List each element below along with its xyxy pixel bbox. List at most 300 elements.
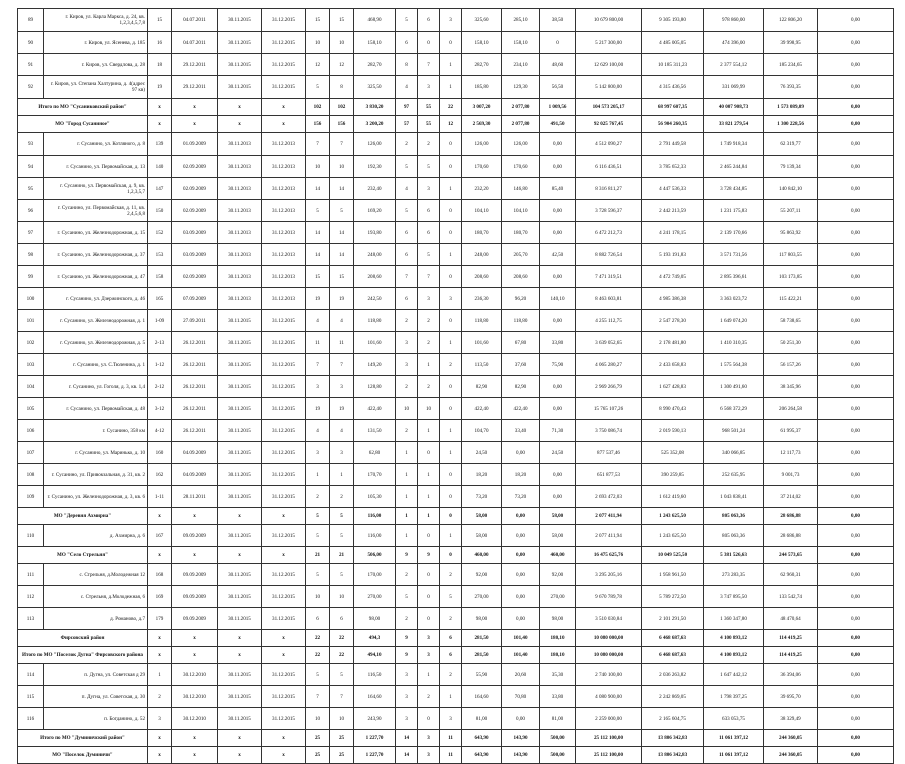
table-cell: 1 612 419,60: [642, 486, 704, 508]
table-cell: 104: [18, 376, 44, 398]
table-cell: 3 007,20: [462, 99, 502, 116]
table-cell: 2 740 100,00: [576, 664, 642, 686]
table-cell: 31.12.2015: [262, 586, 306, 608]
table-cell: 0,00: [540, 398, 576, 420]
table-cell: 24,50: [462, 442, 502, 464]
table-cell: 31.12.2015: [262, 686, 306, 708]
table-cell: 25: [306, 730, 330, 747]
table-cell: 4 447 536,33: [642, 178, 704, 200]
table-cell: 101,40: [502, 647, 540, 664]
table-cell: 6: [396, 244, 418, 266]
table-cell: 67,80: [502, 332, 540, 354]
table-cell: 115: [18, 686, 44, 708]
table-cell: 04.09.2009: [172, 442, 218, 464]
table-cell: 4 485 005,05: [642, 32, 704, 54]
table-cell: 422,40: [502, 398, 540, 420]
table-cell: 206 264,58: [764, 398, 818, 420]
table-cell: 31.12.2013: [262, 222, 306, 244]
table-cell: 12: [306, 54, 330, 76]
table-cell: 7: [418, 266, 440, 288]
table-cell: 2 259 000,00: [576, 708, 642, 730]
table-cell: 5: [330, 664, 354, 686]
table-cell: 11 061 397,12: [704, 730, 764, 747]
table-cell: 158,10: [462, 32, 502, 54]
table-cell: 30.11.2015: [218, 420, 262, 442]
table-cell: 2-13: [148, 332, 172, 354]
table-cell: 6: [396, 288, 418, 310]
table-cell: 19: [306, 288, 330, 310]
table-cell: 242,50: [354, 288, 396, 310]
table-cell: 0,00: [502, 708, 540, 730]
table-cell: 30.11.2013: [218, 222, 262, 244]
table-cell: 2: [396, 564, 418, 586]
table-cell: 0: [440, 464, 462, 486]
table-cell: 31.12.2015: [262, 464, 306, 486]
table-cell: 31.12.2015: [262, 564, 306, 586]
table-cell: x: [172, 730, 218, 747]
table-cell: 0: [418, 442, 440, 464]
table-cell: 0,00: [818, 244, 894, 266]
table-cell: 2: [418, 133, 440, 156]
table-cell: 325,50: [354, 76, 396, 99]
table-cell: 170,60: [462, 156, 502, 178]
table-cell: 33,80: [540, 686, 576, 708]
table-cell: 4 080 900,00: [576, 686, 642, 708]
table-cell: 1: [306, 464, 330, 486]
table-cell: 1: [396, 442, 418, 464]
table-cell: 0: [440, 200, 462, 222]
table-cell: 10: [330, 156, 354, 178]
table-cell: 55: [418, 99, 440, 116]
table-cell: 107: [18, 442, 44, 464]
subtotal-row: [18, 508, 894, 525]
table-cell: 180,10: [540, 630, 576, 647]
address-cell: г. Сусанино, ул. Железнодорожная, д. 47: [44, 266, 148, 288]
table-cell: 113,50: [462, 354, 502, 376]
table-cell: 7 471 319,51: [576, 266, 642, 288]
table-cell: 2: [306, 486, 330, 508]
table-cell: 208,60: [462, 266, 502, 288]
table-cell: 281,50: [462, 647, 502, 664]
table-cell: x: [172, 747, 218, 764]
table-cell: 5: [396, 200, 418, 222]
table-cell: 30.11.2013: [218, 200, 262, 222]
table-cell: 1 300 491,60: [704, 376, 764, 398]
table-row: [18, 664, 894, 686]
table-cell: 6 568 372,29: [704, 398, 764, 420]
table-cell: 38 329,49: [764, 708, 818, 730]
table-cell: 2 242 869,05: [642, 686, 704, 708]
table-cell: 0: [418, 608, 440, 630]
table-cell: 4: [306, 420, 330, 442]
table-cell: 30.11.2015: [218, 608, 262, 630]
table-cell: 494,10: [354, 647, 396, 664]
table-cell: 31.12.2013: [262, 288, 306, 310]
subtotal-row: [18, 647, 894, 664]
table-cell: 1: [440, 244, 462, 266]
table-row: [18, 420, 894, 442]
table-cell: 2: [418, 332, 440, 354]
table-cell: 71,30: [540, 420, 576, 442]
address-cell: г. Сусанино, ул. Первомайская, д. 13: [44, 156, 148, 178]
table-row: [18, 76, 894, 99]
table-cell: 331 069,99: [704, 76, 764, 99]
table-cell: 7: [306, 133, 330, 156]
table-cell: x: [218, 116, 262, 133]
table-cell: 3 639 052,65: [576, 332, 642, 354]
table-cell: 0,00: [818, 464, 894, 486]
table-cell: 2: [396, 310, 418, 332]
table-cell: 5: [418, 244, 440, 266]
table-cell: 1-12: [148, 354, 172, 376]
table-cell: x: [148, 99, 172, 116]
table-cell: 6: [440, 630, 462, 647]
table-cell: 97: [396, 99, 418, 116]
table-cell: 5: [306, 564, 330, 586]
address-cell: г. Сусанино, ул. Котляного, д. 8: [44, 133, 148, 156]
table-cell: 2: [440, 564, 462, 586]
table-cell: 15: [330, 266, 354, 288]
table-cell: 12 117,73: [764, 442, 818, 464]
table-cell: 96: [18, 200, 44, 222]
table-cell: 1: [440, 54, 462, 76]
table-cell: 37 214,02: [764, 486, 818, 508]
table-cell: 494,3: [354, 630, 396, 647]
table-cell: 9 670 789,78: [576, 586, 642, 608]
table-cell: 167: [148, 525, 172, 547]
table-cell: 0,00: [818, 508, 894, 525]
table-cell: 2 077,80: [502, 99, 540, 116]
table-cell: 0,00: [818, 664, 894, 686]
table-row: [18, 54, 894, 76]
table-cell: 98,00: [462, 608, 502, 630]
table-cell: 30.11.2015: [218, 332, 262, 354]
table-cell: 1: [440, 420, 462, 442]
table-cell: 30.11.2015: [218, 310, 262, 332]
table-cell: 0: [540, 32, 576, 54]
table-cell: 0,00: [818, 647, 894, 664]
table-cell: 8 316 811,27: [576, 178, 642, 200]
table-row: [18, 310, 894, 332]
table-row: [18, 464, 894, 486]
table-cell: x: [262, 747, 306, 764]
table-cell: 156: [306, 116, 330, 133]
table-cell: 170,70: [354, 464, 396, 486]
table-cell: 3 728 596,37: [576, 200, 642, 222]
table-cell: 15: [330, 9, 354, 32]
table-cell: 0,00: [818, 586, 894, 608]
table-cell: 16: [148, 32, 172, 54]
table-cell: 30.11.2015: [218, 376, 262, 398]
table-cell: 128,80: [354, 376, 396, 398]
table-cell: 31.12.2015: [262, 708, 306, 730]
table-cell: 282,70: [462, 54, 502, 76]
address-cell: г. Сусанино, ул. С.Тюленина, д. 1: [44, 354, 148, 376]
table-cell: 09.09.2009: [172, 586, 218, 608]
address-cell: г. Сусанино, 358 км: [44, 420, 148, 442]
table-cell: 325,60: [462, 9, 502, 32]
table-cell: 31.12.2015: [262, 442, 306, 464]
table-cell: 30.11.2013: [218, 288, 262, 310]
table-cell: x: [148, 647, 172, 664]
table-cell: 3 750 086,74: [576, 420, 642, 442]
table-cell: 474 396,00: [704, 32, 764, 54]
table-cell: 160: [148, 442, 172, 464]
table-cell: 285,10: [502, 9, 540, 32]
table-cell: 30.11.2013: [218, 244, 262, 266]
table-cell: 111: [18, 564, 44, 586]
table-cell: 30.11.2013: [218, 178, 262, 200]
subtotal-label: МО "Деревня Ахмирна": [18, 508, 148, 525]
table-cell: 340 066,85: [704, 442, 764, 464]
table-cell: 192,30: [354, 156, 396, 178]
subtotal-label: Итого по МО "Сусаниковский район": [18, 99, 148, 116]
table-cell: 0,00: [818, 747, 894, 764]
table-cell: 236,30: [462, 288, 502, 310]
table-cell: 0,00: [818, 332, 894, 354]
table-cell: 10: [306, 32, 330, 54]
table-cell: 2 895 396,61: [704, 266, 764, 288]
table-cell: 0,00: [502, 586, 540, 608]
table-cell: 1: [440, 686, 462, 708]
table-cell: 104,70: [462, 420, 502, 442]
table-cell: 96,20: [502, 288, 540, 310]
table-cell: 2: [330, 486, 354, 508]
table-cell: 14: [306, 178, 330, 200]
table-cell: 282,70: [354, 54, 396, 76]
table-cell: 2: [396, 376, 418, 398]
table-cell: 9 305 193,80: [642, 9, 704, 32]
table-cell: 2 077 411,94: [576, 508, 642, 525]
table-cell: 30.11.2013: [218, 133, 262, 156]
table-cell: 244 360,05: [764, 730, 818, 747]
table-cell: 6: [396, 222, 418, 244]
table-cell: 1: [418, 486, 440, 508]
table-cell: 0,00: [540, 266, 576, 288]
table-cell: 35,30: [540, 664, 576, 686]
table-cell: 805 063,36: [704, 525, 764, 547]
table-cell: 633 053,75: [704, 708, 764, 730]
table-cell: 0,00: [818, 133, 894, 156]
table-cell: 2 165 604,75: [642, 708, 704, 730]
table-cell: 113: [18, 608, 44, 630]
table-cell: 18,20: [502, 464, 540, 486]
table-cell: 169,20: [354, 200, 396, 222]
table-cell: 58,00: [462, 508, 502, 525]
table-cell: 7: [306, 686, 330, 708]
table-cell: 133 542,74: [764, 586, 818, 608]
table-cell: 422,40: [462, 398, 502, 420]
table-cell: x: [218, 508, 262, 525]
table-cell: 0,00: [540, 464, 576, 486]
table-cell: 106: [18, 420, 44, 442]
table-cell: x: [172, 508, 218, 525]
table-cell: 31.12.2015: [262, 398, 306, 420]
table-cell: 8: [396, 54, 418, 76]
table-cell: 6: [396, 32, 418, 54]
table-cell: 31.12.2015: [262, 32, 306, 54]
table-cell: 6 468 687,63: [642, 630, 704, 647]
table-cell: 3: [440, 288, 462, 310]
table-cell: 0: [418, 32, 440, 54]
table-cell: 09.09.2009: [172, 608, 218, 630]
table-cell: 0,00: [818, 608, 894, 630]
table-cell: 103 173,85: [764, 266, 818, 288]
table-cell: 5: [440, 586, 462, 608]
table-cell: 1: [396, 464, 418, 486]
table-cell: 3: [440, 708, 462, 730]
table-row: [18, 244, 894, 266]
table-cell: 04.07.2011: [172, 32, 218, 54]
table-cell: 643,90: [462, 730, 502, 747]
table-cell: 139: [148, 133, 172, 156]
table-cell: 0,00: [818, 398, 894, 420]
table-cell: 244 573,65: [764, 547, 818, 564]
table-cell: 30.12.2010: [172, 708, 218, 730]
table-cell: 2: [396, 133, 418, 156]
table-cell: 2 077 411,94: [576, 525, 642, 547]
table-cell: 15: [306, 9, 330, 32]
table-cell: 978 860,00: [704, 9, 764, 32]
table-cell: 20,60: [502, 664, 540, 686]
table-cell: 0: [440, 486, 462, 508]
table-cell: 0,00: [818, 222, 894, 244]
table-cell: 180,70: [462, 222, 502, 244]
table-cell: 58,00: [462, 525, 502, 547]
table-cell: 3: [396, 664, 418, 686]
table-cell: 30.12.2010: [172, 664, 218, 686]
table-cell: 26.12.2011: [172, 376, 218, 398]
table-cell: 31.12.2013: [262, 200, 306, 222]
table-cell: 422,40: [354, 398, 396, 420]
table-cell: 5: [306, 508, 330, 525]
table-cell: 252 635,95: [704, 464, 764, 486]
table-cell: 31.12.2015: [262, 420, 306, 442]
table-cell: 3: [418, 630, 440, 647]
table-cell: 55,90: [462, 664, 502, 686]
table-cell: x: [148, 547, 172, 564]
table-cell: 643,90: [462, 747, 502, 764]
table-cell: 14: [330, 244, 354, 266]
address-cell: г. Киров, ул. Ясенева, д. 185: [44, 32, 148, 54]
table-cell: 56 904 260,35: [642, 116, 704, 133]
table-cell: 1 300 228,56: [764, 116, 818, 133]
table-cell: 2 569,30: [462, 116, 502, 133]
table-cell: x: [262, 630, 306, 647]
table-cell: 500,00: [540, 730, 576, 747]
table-cell: 2 969 266,79: [576, 376, 642, 398]
subtotal-row: [18, 116, 894, 133]
table-cell: 140,10: [540, 288, 576, 310]
table-row: [18, 708, 894, 730]
table-cell: 3: [418, 178, 440, 200]
table-cell: 270,00: [462, 586, 502, 608]
table-cell: 5: [306, 525, 330, 547]
table-cell: 31.12.2015: [262, 525, 306, 547]
table-cell: 2 036 263,82: [642, 664, 704, 686]
table-cell: x: [218, 747, 262, 764]
table-cell: x: [218, 99, 262, 116]
table-cell: 1: [418, 420, 440, 442]
table-cell: 156: [330, 116, 354, 133]
table-cell: x: [262, 647, 306, 664]
table-cell: 114 419,25: [764, 630, 818, 647]
table-cell: 3: [418, 288, 440, 310]
table-cell: 14: [306, 244, 330, 266]
table-cell: 7: [396, 266, 418, 288]
table-cell: 26.12.2011: [172, 420, 218, 442]
table-cell: 0,00: [818, 564, 894, 586]
table-cell: 91: [18, 54, 44, 76]
table-cell: 122 806,20: [764, 9, 818, 32]
table-cell: 25: [306, 747, 330, 764]
table-cell: 29.12.2011: [172, 76, 218, 99]
table-cell: 1 649 074,20: [704, 310, 764, 332]
address-cell: г. Сусанино, ул. Привокзальная, д. 31, кв. 2: [44, 464, 148, 486]
table-cell: 3: [396, 686, 418, 708]
table-cell: 22: [306, 647, 330, 664]
table-cell: 3 363 023,72: [704, 288, 764, 310]
table-cell: 11: [330, 332, 354, 354]
table-cell: 56 157,26: [764, 354, 818, 376]
table-cell: 30.11.2015: [218, 586, 262, 608]
table-cell: 6: [418, 200, 440, 222]
table-cell: 01.09.2009: [172, 133, 218, 156]
table-cell: 114 419,25: [764, 647, 818, 664]
table-cell: 30.11.2015: [218, 398, 262, 420]
subtotal-label: МО "Село Стрельня": [18, 547, 148, 564]
subtotal-row: [18, 747, 894, 764]
table-cell: 525 352,08: [642, 442, 704, 464]
table-cell: 162: [148, 464, 172, 486]
table-cell: 0,00: [818, 354, 894, 376]
table-cell: 02.09.2009: [172, 178, 218, 200]
table-cell: 5: [330, 508, 354, 525]
table-row: [18, 686, 894, 708]
table-cell: 4 512 090,27: [576, 133, 642, 156]
table-cell: 180,70: [502, 222, 540, 244]
table-cell: 5: [306, 200, 330, 222]
table-cell: 30.11.2015: [218, 486, 262, 508]
table-row: [18, 586, 894, 608]
address-cell: г. Сусанино, ул. Железнодорожная, д. 37: [44, 244, 148, 266]
table-cell: 62,80: [354, 442, 396, 464]
table-cell: 109: [18, 486, 44, 508]
table-cell: 14: [306, 222, 330, 244]
table-cell: 30.11.2015: [218, 525, 262, 547]
table-cell: x: [218, 547, 262, 564]
table-cell: 03.09.2009: [172, 244, 218, 266]
address-cell: с. Стрельня, д.Молодежная 12: [44, 564, 148, 586]
address-cell: г. Сусанино, ул. Первомайская, д. 48: [44, 398, 148, 420]
table-cell: 1: [396, 486, 418, 508]
table-cell: x: [148, 730, 172, 747]
table-cell: 140: [148, 156, 172, 178]
table-cell: 40 007 908,73: [704, 99, 764, 116]
table-cell: x: [262, 547, 306, 564]
table-cell: 118,80: [462, 310, 502, 332]
table-cell: 0,00: [818, 708, 894, 730]
table-cell: 33,40: [502, 420, 540, 442]
table-cell: 1 627 428,83: [642, 376, 704, 398]
table-cell: 0,00: [818, 547, 894, 564]
table-cell: 39 695,70: [764, 686, 818, 708]
table-cell: 140 842,10: [764, 178, 818, 200]
table-cell: 48 470,64: [764, 608, 818, 630]
table-cell: 2 077,80: [502, 116, 540, 133]
table-cell: x: [262, 730, 306, 747]
table-cell: 18: [148, 54, 172, 76]
